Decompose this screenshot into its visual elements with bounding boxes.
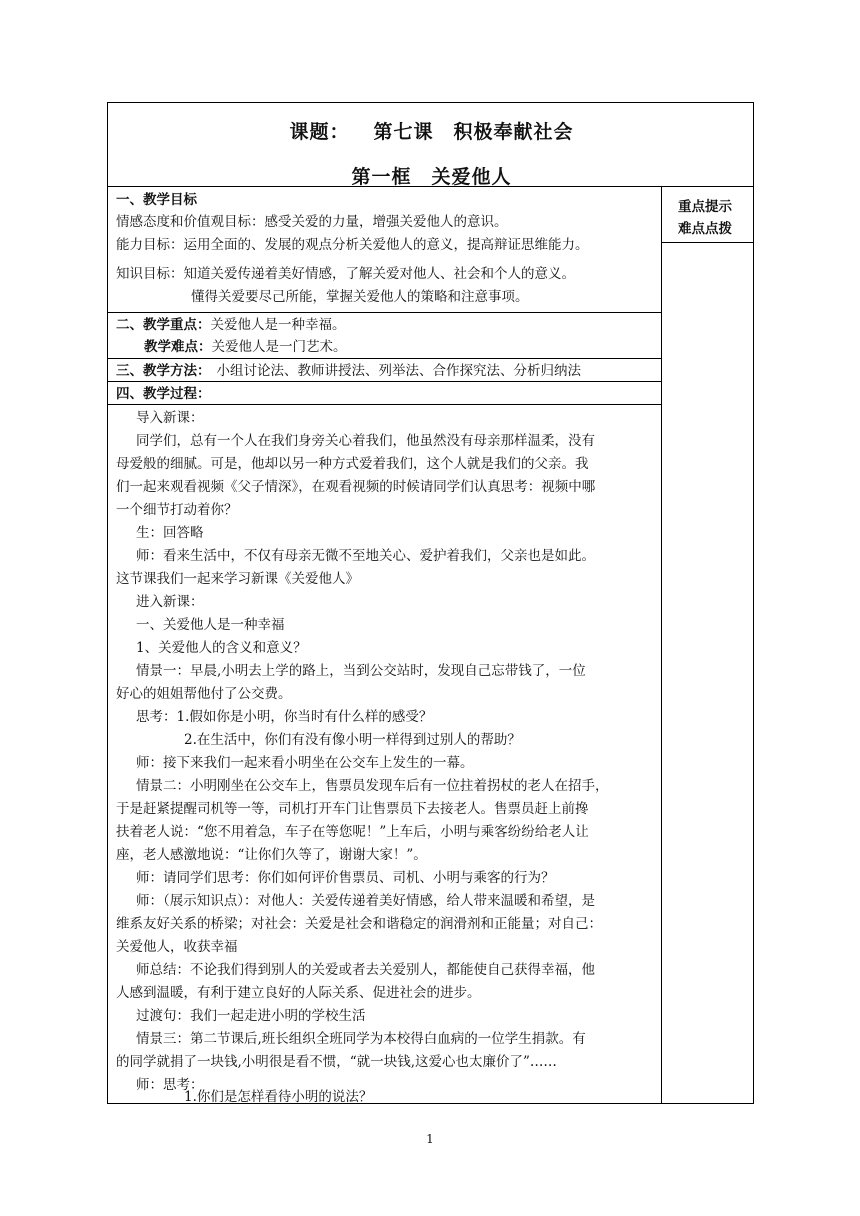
process-line: 思考：1.假如你是小明，你当时有什么样的感受？ <box>136 709 433 725</box>
difficulty-label: 教学难点： <box>144 339 212 355</box>
process-line: 1.你们是怎样看待小明的说法？ <box>184 1089 373 1105</box>
goal-knowledge-cont: 懂得关爱要尽己所能，掌握关爱他人的策略和注意事项。 <box>191 289 529 305</box>
process-heading: 四、教学过程： <box>116 386 211 402</box>
side-divider <box>661 242 753 243</box>
process-line: 过渡句：我们一起走进小明的学校生活 <box>136 1008 366 1024</box>
process-line: 维系友好关系的桥梁；对社会：关爱是社会和谐稳定的润滑剂和正能量；对自己： <box>116 916 602 932</box>
process-line: 2.在生活中，你们有没有像小明一样得到过别人的帮助？ <box>184 732 521 748</box>
process-line: 导入新课： <box>136 410 204 426</box>
process-line: 师：请同学们思考：你们如何评价售票员、司机、小明与乘客的行为？ <box>136 870 555 886</box>
methods-line <box>116 360 581 382</box>
difficulty-line <box>144 336 347 358</box>
process-line: 情景二：小明刚坐在公交车上，售票员发现车后有一位拄着拐杖的老人在招手， <box>136 778 609 794</box>
methods-text: 小组讨论法、教师讲授法、列举法、合作探究法、分析归纳法 <box>216 363 581 379</box>
page-number: 1 <box>426 1132 434 1146</box>
difficulty-text: 关爱他人是一门艺术。 <box>211 339 347 355</box>
keypoints-divider <box>108 358 661 359</box>
process-line: 进入新课： <box>136 594 204 610</box>
title-prefix: 课题： <box>289 121 350 143</box>
process-line: 一个细节打动着你？ <box>116 502 238 518</box>
process-line: 于是赶紧提醒司机等一等，司机打开车门让售票员下去接老人。售票员赶上前搀 <box>116 801 589 817</box>
process-line: 师：思考： <box>136 1077 204 1093</box>
process-line: 人感到温暖，有利于建立良好的人际关系、促进社会的进步。 <box>116 985 481 1001</box>
process-line: 师：（展示知识点）：对他人：关爱传递着美好情感，给人带来温暖和希望，是 <box>136 893 595 909</box>
side-label-key: 重点提示 <box>678 199 732 215</box>
column-divider <box>661 186 662 1103</box>
process-line: 这节课我们一起来学习新课《关爱他人》 <box>116 571 359 587</box>
process-line: 好心的姐姐帮他付了公交费。 <box>116 686 292 702</box>
process-line: 师：接下来我们一起来看小明坐在公交车上发生的一幕。 <box>136 755 474 771</box>
methods-label: 三、教学方法： <box>116 363 211 379</box>
keypoint-line <box>116 314 346 336</box>
process-line: 座，老人感激地说：“让你们久等了，谢谢大家！”。 <box>116 847 427 863</box>
goal-ability: 能力目标：运用全面的、发展的观点分析关爱他人的意义，提高辩证思维能力。 <box>116 237 589 253</box>
page-subtitle: 第一框 关爱他人 <box>351 166 512 188</box>
process-line: 们一起来观看视频《父子情深》，在观看视频的时候请同学们认真思考：视频中哪 <box>116 479 596 495</box>
goal-emotion: 情感态度和价值观目标：感受关爱的力量，增强关爱他人的意识。 <box>116 214 508 230</box>
goals-divider <box>108 312 661 313</box>
process-line: 师：看来生活中，不仅有母亲无微不至地关心、爱护着我们，父亲也是如此。 <box>136 548 595 564</box>
process-line: 一、关爱他人是一种幸福 <box>136 617 285 633</box>
process-line: 生：回答略 <box>136 525 204 541</box>
keypoint-label: 二、教学重点： <box>116 317 211 333</box>
process-line: 师总结：不论我们得到别人的关爱或者去关爱别人，都能使自己获得幸福，他 <box>136 962 595 978</box>
title-divider <box>108 186 753 187</box>
process-line: 扶着老人说：“您不用着急，车子在等您呢！”上车后，小明与乘客纷纷给老人让 <box>116 824 589 840</box>
process-line: 1、关爱他人的含义和意义？ <box>136 640 307 656</box>
title-main: 第七课 积极奉献社会 <box>373 121 574 143</box>
process-line: 同学们，总有一个人在我们身旁关心着我们，他虽然没有母亲那样温柔，没有 <box>136 433 595 449</box>
process-line: 情景一：早晨,小明去上学的路上，当到公交站时，发现自己忘带钱了，一位 <box>136 663 586 679</box>
process-line: 的同学就捐了一块钱,小明很是看不惯，“就一块钱,这爱心也太廉价了”…… <box>116 1054 557 1070</box>
goals-heading: 一、教学目标 <box>116 192 197 208</box>
process-line: 母爱般的细腻。可是，他却以另一种方式爱着我们，这个人就是我们的父亲。我 <box>116 456 589 472</box>
goal-knowledge: 知识目标：知道关爱传递着美好情感，了解关爱对他人、社会和个人的意义。 <box>116 266 575 282</box>
process-line: 情景三：第二节课后,班长组织全班同学为本校得白血病的一位学生捐款。有 <box>136 1031 586 1047</box>
process-line: 关爱他人，收获幸福 <box>116 939 238 955</box>
keypoint-text: 关爱他人是一种幸福。 <box>210 317 346 333</box>
side-label-difficult: 难点点拨 <box>678 221 732 237</box>
lesson-plan-table <box>107 102 754 1104</box>
page-title <box>108 117 755 144</box>
